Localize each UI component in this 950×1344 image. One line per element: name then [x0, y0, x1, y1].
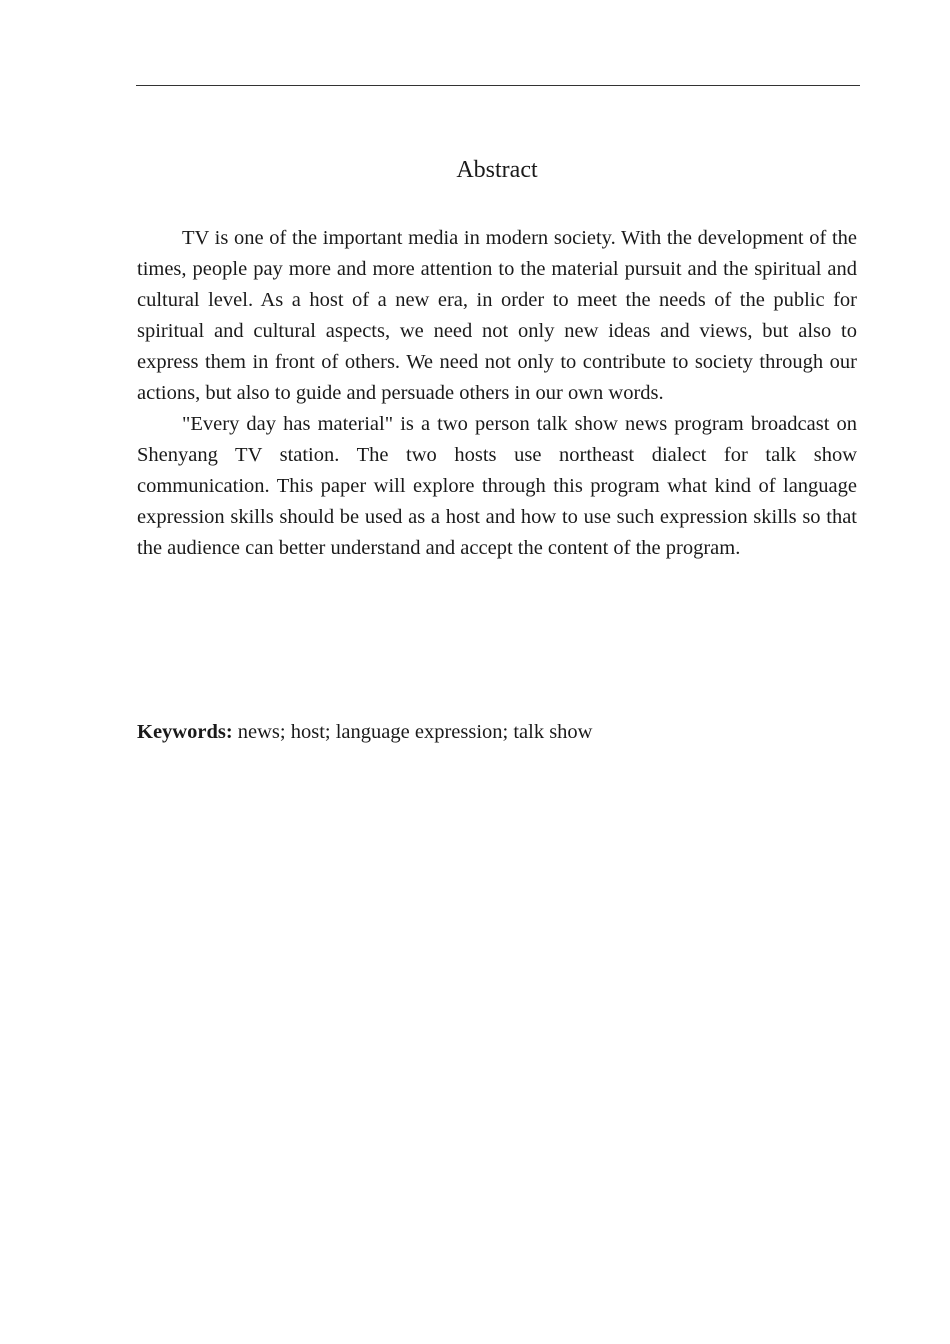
abstract-title: Abstract [456, 157, 538, 183]
header-rule [136, 85, 860, 86]
abstract-body [137, 223, 857, 564]
abstract-paragraph-2: "Every day has material" is a two person talk show news program broadcast on Shenyang TV station. The two hosts use northeast dialect for talk show communication. This paper will explore through this program what kind of language expression skills should be used as a host and how to use such expression skills so that the audience can better understand and accept the content of the program. [137, 413, 857, 559]
keywords-line [137, 717, 857, 748]
keywords-label: Keywords: [137, 721, 233, 743]
abstract-paragraph-1: TV is one of the important media in modern society. With the development of the times, people pay more and more attention to the material pursuit and the spiritual and cultural level. As a host of a new era, in order to meet the needs of the public for spiritual and cultural aspects, we need not only new ideas and views, but also to express them in front of others. We need not only to contribute to society through our actions, but also to guide and persuade others in our own words. [137, 227, 857, 404]
keywords-value: news; host; language expression; talk show [237, 721, 593, 743]
